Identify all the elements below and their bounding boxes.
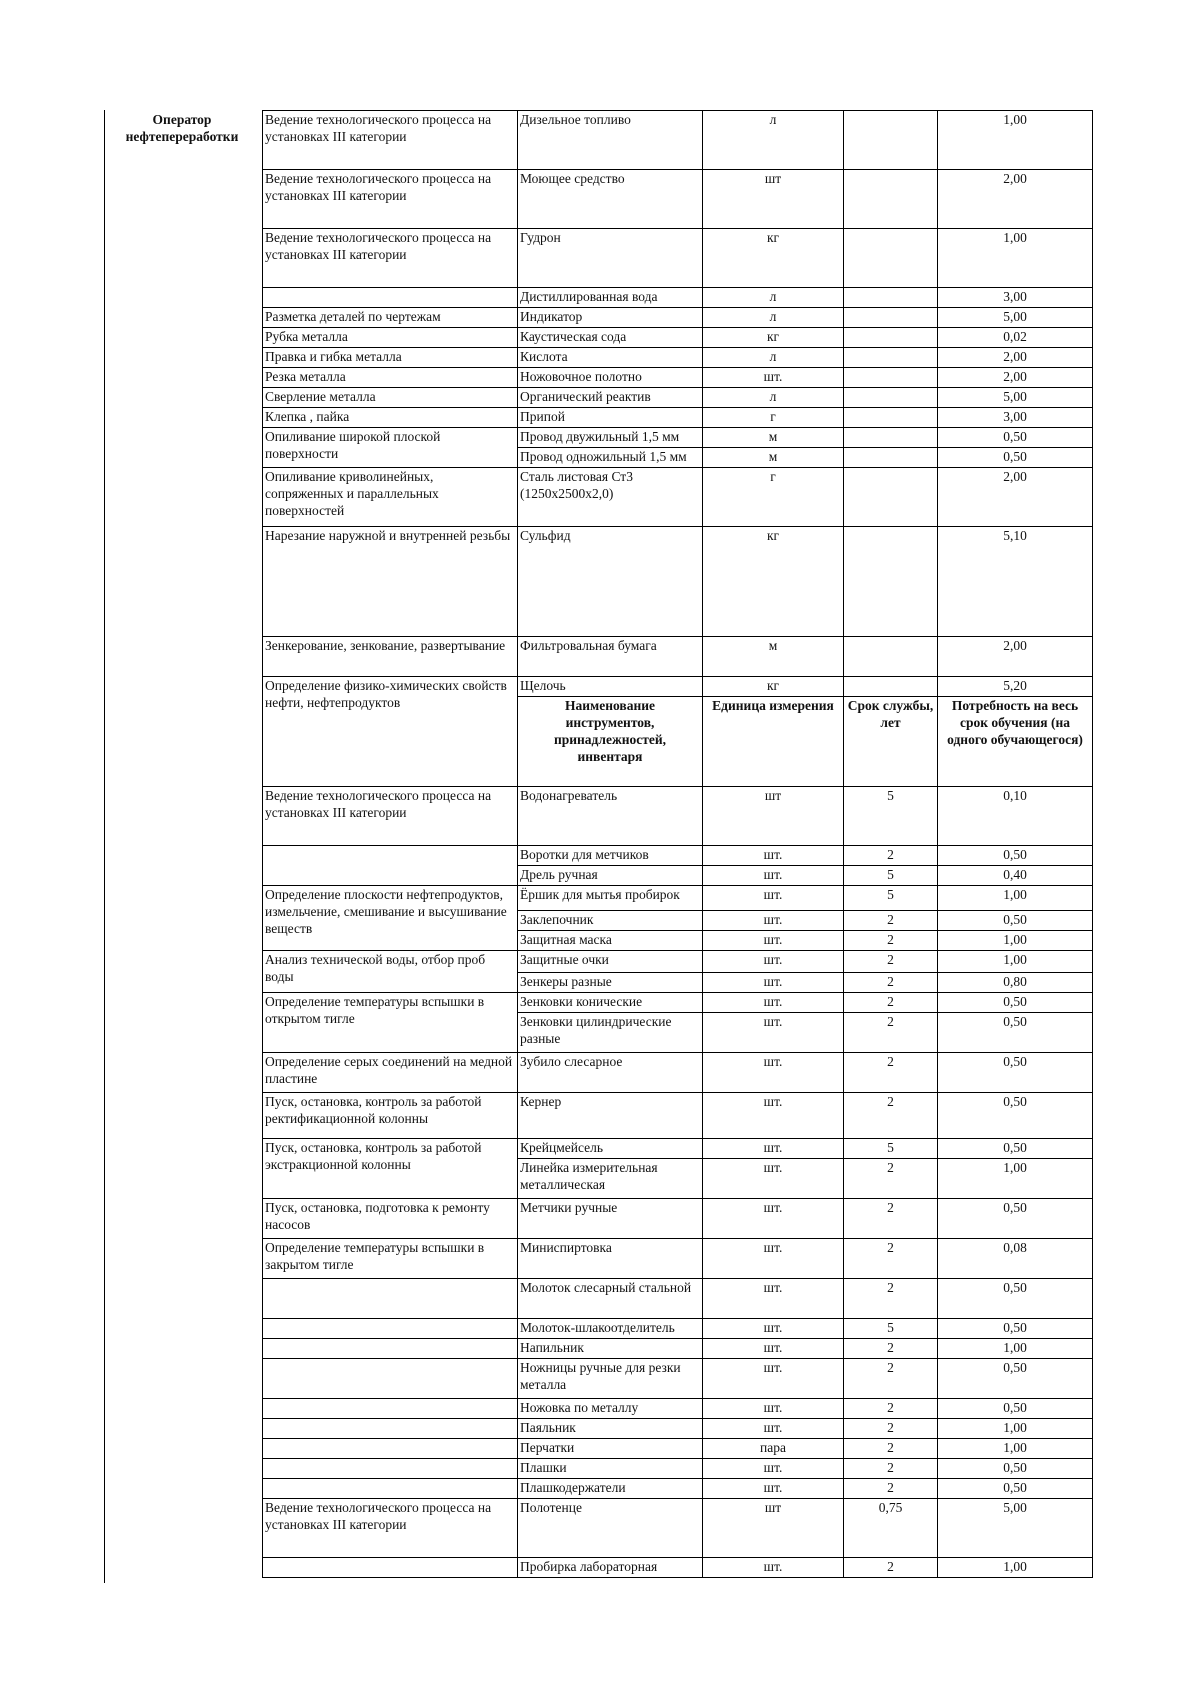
item-name-cell: Линейка измерительная металлическая bbox=[518, 1159, 703, 1199]
need-cell: 2,00 bbox=[938, 637, 1093, 677]
unit-cell: шт. bbox=[703, 1279, 844, 1319]
item-name-cell: Миниспиртовка bbox=[518, 1239, 703, 1279]
table-row bbox=[263, 1093, 1093, 1139]
unit-cell: Единица измерения bbox=[703, 697, 844, 787]
activity-cell: Нарезание наружной и внутренней резьбы bbox=[263, 527, 518, 637]
table-row bbox=[263, 1479, 1093, 1499]
table-row bbox=[263, 1499, 1093, 1558]
unit-cell: шт. bbox=[703, 368, 844, 388]
need-cell: 0,50 bbox=[938, 1359, 1093, 1399]
service-life-cell bbox=[844, 328, 938, 348]
item-name-cell: Паяльник bbox=[518, 1419, 703, 1439]
table-row bbox=[263, 111, 1093, 170]
need-cell: 1,00 bbox=[938, 1159, 1093, 1199]
service-life-cell: 2 bbox=[844, 1199, 938, 1239]
need-cell: 0,50 bbox=[938, 846, 1093, 866]
service-life-cell: 2 bbox=[844, 1419, 938, 1439]
table-row bbox=[263, 1419, 1093, 1439]
item-name-cell: Дистиллированная вода bbox=[518, 288, 703, 308]
table-row bbox=[263, 1439, 1093, 1459]
service-life-cell: 2 bbox=[844, 993, 938, 1013]
activity-cell: Ведение технологического процесса на установках III категории bbox=[263, 1499, 518, 1558]
item-name-cell: Сульфид bbox=[518, 527, 703, 637]
unit-cell: шт. bbox=[703, 866, 844, 886]
unit-cell: м bbox=[703, 637, 844, 677]
activity-cell: Ведение технологического процесса на установках III категории bbox=[263, 787, 518, 846]
table-row bbox=[263, 993, 1093, 1013]
table-row bbox=[263, 408, 1093, 428]
unit-cell: шт. bbox=[703, 1139, 844, 1159]
activity-cell: Правка и гибка металла bbox=[263, 348, 518, 368]
need-cell: 1,00 bbox=[938, 1439, 1093, 1459]
activity-cell bbox=[263, 846, 518, 886]
unit-cell: пара bbox=[703, 1439, 844, 1459]
need-cell: 0,40 bbox=[938, 866, 1093, 886]
service-life-cell: 2 bbox=[844, 1439, 938, 1459]
unit-cell: шт. bbox=[703, 1459, 844, 1479]
service-life-cell: 5 bbox=[844, 866, 938, 886]
table-row bbox=[263, 1399, 1093, 1419]
need-cell: 0,50 bbox=[938, 993, 1093, 1013]
item-name-cell: Припой bbox=[518, 408, 703, 428]
unit-cell: шт. bbox=[703, 846, 844, 866]
item-name-cell: Зенковки цилиндрические разные bbox=[518, 1013, 703, 1053]
activity-cell: Клепка , пайка bbox=[263, 408, 518, 428]
unit-cell: шт bbox=[703, 787, 844, 846]
item-name-cell: Заклепочник bbox=[518, 911, 703, 931]
activity-cell bbox=[263, 1359, 518, 1399]
item-name-cell: Сталь листовая Ст3 (1250х2500х2,0) bbox=[518, 468, 703, 527]
service-life-cell bbox=[844, 527, 938, 637]
item-name-cell: Органический реактив bbox=[518, 388, 703, 408]
need-cell: 0,10 bbox=[938, 787, 1093, 846]
unit-cell: шт. bbox=[703, 1319, 844, 1339]
table-row bbox=[263, 951, 1093, 973]
activity-cell: Определение температуры вспышки в закрытом тигле bbox=[263, 1239, 518, 1279]
activity-cell bbox=[263, 1459, 518, 1479]
unit-cell: шт. bbox=[703, 1093, 844, 1139]
unit-cell: шт. bbox=[703, 1399, 844, 1419]
need-cell: 1,00 bbox=[938, 229, 1093, 288]
service-life-cell: 2 bbox=[844, 1558, 938, 1578]
need-cell: Потребность на весь срок обучения (на одного обучающегося) bbox=[938, 697, 1093, 787]
service-life-cell: Срок службы, лет bbox=[844, 697, 938, 787]
unit-cell: шт. bbox=[703, 1339, 844, 1359]
materials-table-body bbox=[263, 111, 1093, 1578]
service-life-cell: 2 bbox=[844, 1159, 938, 1199]
item-name-cell: Защитная маска bbox=[518, 931, 703, 951]
unit-cell: кг bbox=[703, 527, 844, 637]
need-cell: 0,50 bbox=[938, 448, 1093, 468]
unit-cell: л bbox=[703, 111, 844, 170]
service-life-cell: 0,75 bbox=[844, 1499, 938, 1558]
item-name-cell: Зенковки конические bbox=[518, 993, 703, 1013]
activity-cell: Резка металла bbox=[263, 368, 518, 388]
unit-cell: л bbox=[703, 308, 844, 328]
unit-cell: шт. bbox=[703, 1013, 844, 1053]
service-life-cell: 5 bbox=[844, 1319, 938, 1339]
item-name-cell: Напильник bbox=[518, 1339, 703, 1359]
table-row bbox=[263, 229, 1093, 288]
item-name-cell: Перчатки bbox=[518, 1439, 703, 1459]
unit-cell: кг bbox=[703, 677, 844, 697]
activity-cell: Ведение технологического процесса на установках III категории bbox=[263, 170, 518, 229]
service-life-cell: 2 bbox=[844, 1093, 938, 1139]
unit-cell: л bbox=[703, 388, 844, 408]
activity-cell: Определение температуры вспышки в открытом тигле bbox=[263, 993, 518, 1053]
unit-cell: шт. bbox=[703, 886, 844, 911]
unit-cell: шт. bbox=[703, 911, 844, 931]
need-cell: 2,00 bbox=[938, 170, 1093, 229]
activity-cell: Пуск, остановка, контроль за работой ректификационной колонны bbox=[263, 1093, 518, 1139]
activity-cell bbox=[263, 1419, 518, 1439]
item-name-cell: Дрель ручная bbox=[518, 866, 703, 886]
activity-cell: Сверление металла bbox=[263, 388, 518, 408]
table-row bbox=[263, 348, 1093, 368]
table-row bbox=[263, 368, 1093, 388]
service-life-cell bbox=[844, 408, 938, 428]
item-name-cell: Пробирка лабораторная bbox=[518, 1558, 703, 1578]
table-row bbox=[263, 1339, 1093, 1359]
need-cell: 1,00 bbox=[938, 931, 1093, 951]
unit-cell: г bbox=[703, 408, 844, 428]
activity-cell: Определение серых соединений на медной пластине bbox=[263, 1053, 518, 1093]
service-life-cell bbox=[844, 288, 938, 308]
need-cell: 5,00 bbox=[938, 308, 1093, 328]
activity-cell bbox=[263, 1558, 518, 1578]
activity-cell: Определение плоскости нефтепродуктов, измельчение, смешивание и высушивание веществ bbox=[263, 886, 518, 951]
table-row bbox=[263, 787, 1093, 846]
service-life-cell: 2 bbox=[844, 911, 938, 931]
need-cell: 0,50 bbox=[938, 428, 1093, 448]
table-row bbox=[263, 1279, 1093, 1319]
activity-cell bbox=[263, 1439, 518, 1459]
need-cell: 3,00 bbox=[938, 288, 1093, 308]
activity-cell: Опиливание криволинейных, сопряженных и параллельных поверхностей bbox=[263, 468, 518, 527]
unit-cell: л bbox=[703, 348, 844, 368]
table-row bbox=[263, 288, 1093, 308]
unit-cell: шт. bbox=[703, 1419, 844, 1439]
need-cell: 3,00 bbox=[938, 408, 1093, 428]
need-cell: 0,50 bbox=[938, 1053, 1093, 1093]
activity-cell: Ведение технологического процесса на установках III категории bbox=[263, 229, 518, 288]
unit-cell: шт. bbox=[703, 973, 844, 993]
item-name-cell: Ножницы ручные для резки металла bbox=[518, 1359, 703, 1399]
activity-cell: Ведение технологического процесса на установках III категории bbox=[263, 111, 518, 170]
unit-cell: шт. bbox=[703, 1359, 844, 1399]
service-life-cell bbox=[844, 637, 938, 677]
unit-cell: шт. bbox=[703, 1479, 844, 1499]
table-row bbox=[263, 170, 1093, 229]
service-life-cell bbox=[844, 428, 938, 448]
item-name-cell: Провод двужильный 1,5 мм bbox=[518, 428, 703, 448]
unit-cell: шт. bbox=[703, 951, 844, 973]
need-cell: 0,50 bbox=[938, 1399, 1093, 1419]
need-cell: 1,00 bbox=[938, 886, 1093, 911]
need-cell: 2,00 bbox=[938, 468, 1093, 527]
need-cell: 5,00 bbox=[938, 388, 1093, 408]
item-name-cell: Наименование инструментов, принадлежностей, инвентаря bbox=[518, 697, 703, 787]
item-name-cell: Плашки bbox=[518, 1459, 703, 1479]
item-name-cell: Крейцмейсель bbox=[518, 1139, 703, 1159]
need-cell: 0,50 bbox=[938, 1279, 1093, 1319]
service-life-cell: 2 bbox=[844, 1279, 938, 1319]
table-row bbox=[263, 1459, 1093, 1479]
item-name-cell: Защитные очки bbox=[518, 951, 703, 973]
item-name-cell: Молоток-шлакоотделитель bbox=[518, 1319, 703, 1339]
table-row bbox=[263, 1199, 1093, 1239]
item-name-cell: Метчики ручные bbox=[518, 1199, 703, 1239]
need-cell: 5,20 bbox=[938, 677, 1093, 697]
need-cell: 0,50 bbox=[938, 1319, 1093, 1339]
need-cell: 0,50 bbox=[938, 911, 1093, 931]
table-row bbox=[263, 1359, 1093, 1399]
need-cell: 0,50 bbox=[938, 1093, 1093, 1139]
table-row bbox=[263, 1319, 1093, 1339]
service-life-cell: 2 bbox=[844, 1399, 938, 1419]
unit-cell: л bbox=[703, 288, 844, 308]
table-row bbox=[263, 637, 1093, 677]
item-name-cell: Плашкодержатели bbox=[518, 1479, 703, 1499]
item-name-cell: Полотенце bbox=[518, 1499, 703, 1558]
need-cell: 0,02 bbox=[938, 328, 1093, 348]
need-cell: 0,50 bbox=[938, 1013, 1093, 1053]
materials-table bbox=[262, 110, 1093, 1578]
profession-title: Оператор нефтепереработки bbox=[125, 112, 239, 144]
service-life-cell bbox=[844, 308, 938, 328]
activity-cell bbox=[263, 1399, 518, 1419]
table-row bbox=[263, 1139, 1093, 1159]
item-name-cell: Ёршик для мытья пробирок bbox=[518, 886, 703, 911]
service-life-cell: 5 bbox=[844, 886, 938, 911]
service-life-cell: 2 bbox=[844, 931, 938, 951]
service-life-cell: 2 bbox=[844, 1479, 938, 1499]
activity-cell bbox=[263, 288, 518, 308]
service-life-cell bbox=[844, 677, 938, 697]
service-life-cell: 2 bbox=[844, 846, 938, 866]
item-name-cell: Моющее средство bbox=[518, 170, 703, 229]
unit-cell: шт. bbox=[703, 1053, 844, 1093]
need-cell: 1,00 bbox=[938, 951, 1093, 973]
activity-cell: Опиливание широкой плоской поверхности bbox=[263, 428, 518, 468]
unit-cell: кг bbox=[703, 229, 844, 288]
activity-cell bbox=[263, 1339, 518, 1359]
activity-cell: Зенкерование, зенкование, развертывание bbox=[263, 637, 518, 677]
unit-cell: м bbox=[703, 448, 844, 468]
item-name-cell: Молоток слесарный стальной bbox=[518, 1279, 703, 1319]
service-life-cell: 5 bbox=[844, 787, 938, 846]
need-cell: 0,08 bbox=[938, 1239, 1093, 1279]
unit-cell: шт. bbox=[703, 1199, 844, 1239]
item-name-cell: Каустическая сода bbox=[518, 328, 703, 348]
activity-cell: Определение физико-химических свойств нефти, нефтепродуктов bbox=[263, 677, 518, 787]
table-row bbox=[263, 527, 1093, 637]
unit-cell: шт. bbox=[703, 931, 844, 951]
item-name-cell: Зенкеры разные bbox=[518, 973, 703, 993]
unit-cell: шт. bbox=[703, 1239, 844, 1279]
service-life-cell: 2 bbox=[844, 1053, 938, 1093]
need-cell: 5,10 bbox=[938, 527, 1093, 637]
item-name-cell: Воротки для метчиков bbox=[518, 846, 703, 866]
need-cell: 1,00 bbox=[938, 111, 1093, 170]
table-row bbox=[263, 428, 1093, 448]
activity-cell bbox=[263, 1279, 518, 1319]
service-life-cell: 2 bbox=[844, 951, 938, 973]
need-cell: 1,00 bbox=[938, 1558, 1093, 1578]
activity-cell bbox=[263, 1319, 518, 1339]
need-cell: 0,50 bbox=[938, 1459, 1093, 1479]
service-life-cell bbox=[844, 111, 938, 170]
activity-cell: Разметка деталей по чертежам bbox=[263, 308, 518, 328]
unit-cell: шт. bbox=[703, 993, 844, 1013]
table-row bbox=[263, 1239, 1093, 1279]
need-cell: 5,00 bbox=[938, 1499, 1093, 1558]
item-name-cell: Водонагреватель bbox=[518, 787, 703, 846]
unit-cell: шт bbox=[703, 170, 844, 229]
table-row bbox=[263, 677, 1093, 697]
item-name-cell: Кислота bbox=[518, 348, 703, 368]
need-cell: 0,50 bbox=[938, 1139, 1093, 1159]
unit-cell: шт bbox=[703, 1499, 844, 1558]
item-name-cell: Ножовочное полотно bbox=[518, 368, 703, 388]
service-life-cell: 2 bbox=[844, 1013, 938, 1053]
need-cell: 1,00 bbox=[938, 1339, 1093, 1359]
service-life-cell: 2 bbox=[844, 1239, 938, 1279]
item-name-cell: Ножовка по металлу bbox=[518, 1399, 703, 1419]
need-cell: 0,50 bbox=[938, 1199, 1093, 1239]
need-cell: 1,00 bbox=[938, 1419, 1093, 1439]
item-name-cell: Индикатор bbox=[518, 308, 703, 328]
activity-cell: Пуск, остановка, подготовка к ремонту насосов bbox=[263, 1199, 518, 1239]
table-row bbox=[263, 886, 1093, 911]
service-life-cell bbox=[844, 170, 938, 229]
service-life-cell: 2 bbox=[844, 1459, 938, 1479]
table-row bbox=[263, 846, 1093, 866]
table-row bbox=[263, 468, 1093, 527]
left-margin-rule bbox=[104, 110, 105, 1583]
item-name-cell: Щелочь bbox=[518, 677, 703, 697]
item-name-cell: Кернер bbox=[518, 1093, 703, 1139]
activity-cell: Рубка металла bbox=[263, 328, 518, 348]
table-row bbox=[263, 308, 1093, 328]
service-life-cell bbox=[844, 448, 938, 468]
table-row bbox=[263, 1053, 1093, 1093]
service-life-cell bbox=[844, 368, 938, 388]
service-life-cell bbox=[844, 388, 938, 408]
activity-cell: Анализ технической воды, отбор проб воды bbox=[263, 951, 518, 993]
table-row bbox=[263, 328, 1093, 348]
service-life-cell bbox=[844, 348, 938, 368]
item-name-cell: Гудрон bbox=[518, 229, 703, 288]
need-cell: 2,00 bbox=[938, 348, 1093, 368]
unit-cell: шт. bbox=[703, 1159, 844, 1199]
need-cell: 0,80 bbox=[938, 973, 1093, 993]
unit-cell: м bbox=[703, 428, 844, 448]
table-row bbox=[263, 388, 1093, 408]
need-cell: 0,50 bbox=[938, 1479, 1093, 1499]
unit-cell: г bbox=[703, 468, 844, 527]
service-life-cell bbox=[844, 468, 938, 527]
activity-cell bbox=[263, 1479, 518, 1499]
table-row bbox=[263, 1558, 1093, 1578]
service-life-cell: 2 bbox=[844, 1359, 938, 1399]
item-name-cell: Дизельное топливо bbox=[518, 111, 703, 170]
service-life-cell bbox=[844, 229, 938, 288]
activity-cell: Пуск, остановка, контроль за работой экстракционной колонны bbox=[263, 1139, 518, 1199]
item-name-cell: Провод одножильный 1,5 мм bbox=[518, 448, 703, 468]
service-life-cell: 2 bbox=[844, 1339, 938, 1359]
service-life-cell: 5 bbox=[844, 1139, 938, 1159]
unit-cell: шт. bbox=[703, 1558, 844, 1578]
item-name-cell: Зубило слесарное bbox=[518, 1053, 703, 1093]
service-life-cell: 2 bbox=[844, 973, 938, 993]
need-cell: 2,00 bbox=[938, 368, 1093, 388]
item-name-cell: Фильтровальная бумага bbox=[518, 637, 703, 677]
unit-cell: кг bbox=[703, 328, 844, 348]
